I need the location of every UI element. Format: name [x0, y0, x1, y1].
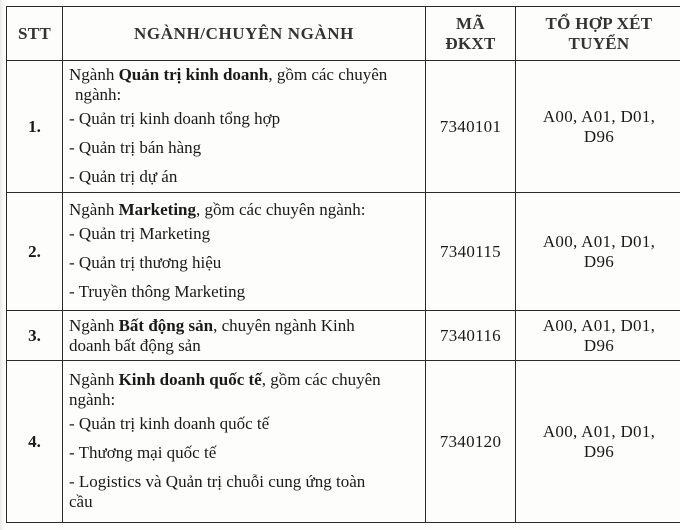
header-combo: [516, 7, 680, 61]
major-intro: Ngành Kinh doanh quốc tế, gồm các chuyên ngành:: [69, 369, 381, 409]
header-stt-text: STT: [17, 23, 52, 43]
major-intro: Ngành Bất động sản, chuyên ngành Kinh doanh bất động sản: [69, 315, 355, 355]
subject-combination: A00, A01, D01, D96: [516, 311, 680, 361]
specialization-item: - Quản trị dự án: [69, 166, 178, 186]
major-intro: Ngành Quản trị kinh doanh, gồm các chuyên ngành:: [69, 64, 388, 104]
major-name: Bất động sản: [118, 315, 214, 335]
specialization-item: - Truyền thông Marketing: [69, 281, 246, 301]
specialization-item: - Thương mại quốc tế: [69, 442, 217, 462]
header-combo-line2: TUYỂN: [568, 33, 630, 53]
major-cell: [63, 311, 426, 361]
header-stt: [7, 7, 63, 61]
row-number: 3.: [7, 311, 63, 361]
specialization-item-continued: cầu: [69, 491, 93, 511]
specialization-item: - Quản trị Marketing: [69, 223, 211, 243]
admission-code: 7340116: [426, 311, 516, 361]
table-row: [7, 193, 680, 311]
major-cell: [63, 193, 426, 311]
header-code: [426, 7, 516, 61]
subject-combination: A00, A01, D01, D96: [516, 361, 680, 523]
admission-code: 7340101: [426, 61, 516, 193]
page-edge-shadow: [0, 0, 4, 530]
header-combo-line1: TỔ HỢP XÉT: [545, 13, 653, 33]
header-code-line2: ĐKXT: [445, 33, 496, 53]
specialization-item: - Logistics và Quản trị chuỗi cung ứng toàn: [69, 471, 366, 491]
row-number: 1.: [7, 61, 63, 193]
subject-combination: A00, A01, D01, D96: [516, 61, 680, 193]
specialization-item: - Quản trị bán hàng: [69, 137, 202, 157]
major-intro: Ngành Marketing, gồm các chuyên ngành:: [69, 199, 366, 219]
admission-code: 7340120: [426, 361, 516, 523]
major-cell: [63, 361, 426, 523]
header-code-line1: MÃ: [456, 13, 485, 33]
row-number: 2.: [7, 193, 63, 311]
admission-code: 7340115: [426, 193, 516, 311]
major-name: Marketing: [118, 199, 197, 219]
specialization-item: - Quản trị kinh doanh quốc tế: [69, 413, 270, 433]
major-name: Quản trị kinh doanh: [118, 64, 269, 84]
major-cell: [63, 61, 426, 193]
specialization-item: - Quản trị kinh doanh tổng hợp: [69, 108, 281, 128]
admissions-table: [6, 6, 680, 523]
header-major: [63, 7, 426, 61]
table-row: [7, 61, 680, 193]
table-row: [7, 361, 680, 523]
table-header-row: [7, 7, 680, 61]
header-major-text: NGÀNH/CHUYÊN NGÀNH: [134, 23, 354, 43]
subject-combination: A00, A01, D01, D96: [516, 193, 680, 311]
table-row: [7, 311, 680, 361]
row-number: 4.: [7, 361, 63, 523]
major-name: Kinh doanh quốc tế: [118, 369, 262, 389]
specialization-item: - Quản trị thương hiệu: [69, 252, 222, 272]
